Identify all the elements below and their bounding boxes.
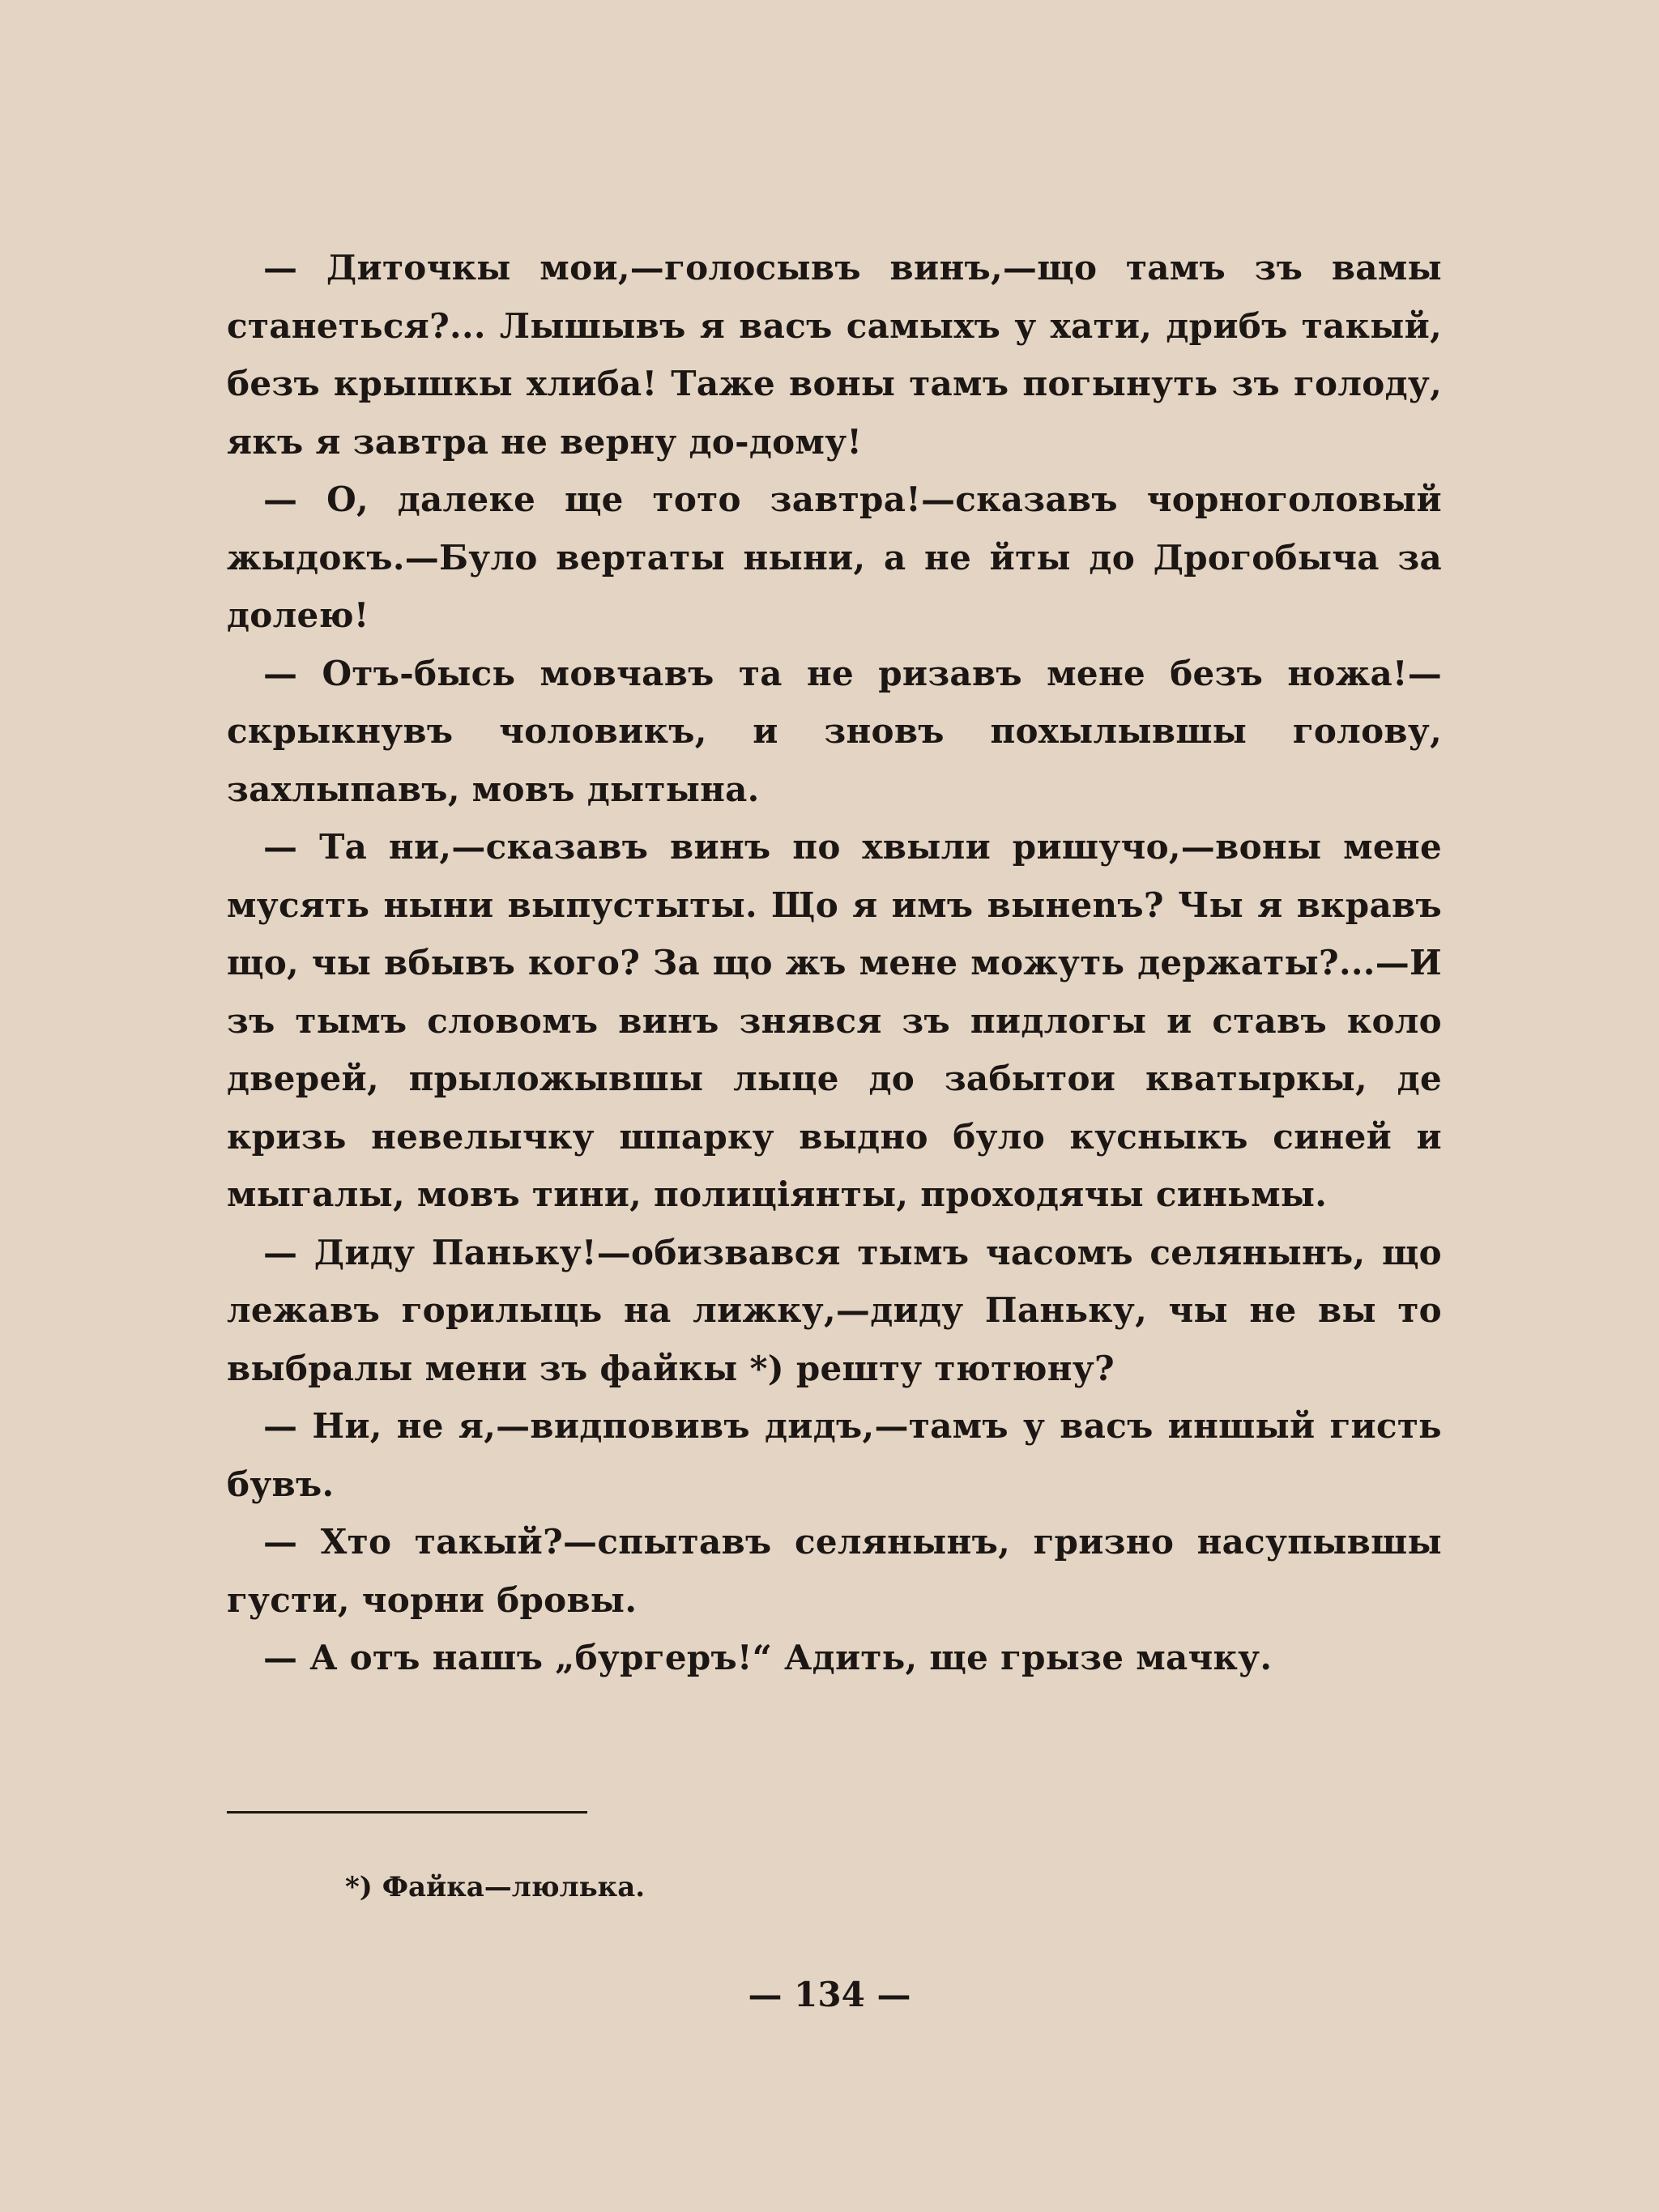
paragraph: — А отъ нашъ „бургеръ!“ Адить, ще грызе мачку.	[263, 1638, 1273, 1677]
main-text	[227, 239, 1442, 1687]
page-number: — 134 —	[748, 1975, 911, 2014]
paragraph: — Диточкы мои,—голосывъ винъ,—що тамъ зъ вамы станеться?... Лышывъ я васъ самыхъ у хати, дрибъ такый, безъ крышкы хлиба! Таже воны тамъ погынуть зъ голоду, якъ я завтра не верну до-дому!	[227, 248, 1442, 462]
footnote-divider	[227, 1811, 587, 1813]
paragraph: — Диду Паньку!—обизвався тымъ часомъ селянынъ, що лежавъ горилыць на лижку,—диду Паньку, чы не вы то выбралы мени зъ файкы *) решту тютюну?	[227, 1232, 1442, 1388]
paragraph: — Та ни,—сказавъ винъ по хвыли ришучо,—воны мене мусять ныни выпустыты. Що я имъ вынenъ? Чы я вкравъ що, чы вбывъ кого? За що жъ мене можуть держаты?...—И зъ тымъ словомъ винъ знявся зъ пидлогы и ставъ коло дверей, прыложывшы лыце до забытои кватыркы, де кризь невелычку шпарку выдно було кусныкъ синей и мыгалы, мовъ тини, полиціянты, проходячы синьмы.	[227, 827, 1442, 1214]
paragraph: — Хто такый?—спытавъ селянынъ, гризно насупывшы густи, чорни бровы.	[227, 1522, 1442, 1620]
footnote: *) Файка—люлька.	[345, 1871, 646, 1903]
paragraph: — Отъ-бысь мовчавъ та не ризавъ мене безъ ножа!—скрыкнувъ чоловикъ, и зновъ похылывшы голову, захлыпавъ, мовъ дытына.	[227, 653, 1442, 809]
paragraph: — Ни, не я,—видповивъ дидъ,—тамъ у васъ иншый гисть бувъ.	[227, 1406, 1442, 1504]
paragraph: — О, далеке ще тото завтра!—сказавъ чорноголовый жыдокъ.—Було вертаты ныни, а не йты до Дрогобыча за долею!	[227, 479, 1442, 635]
